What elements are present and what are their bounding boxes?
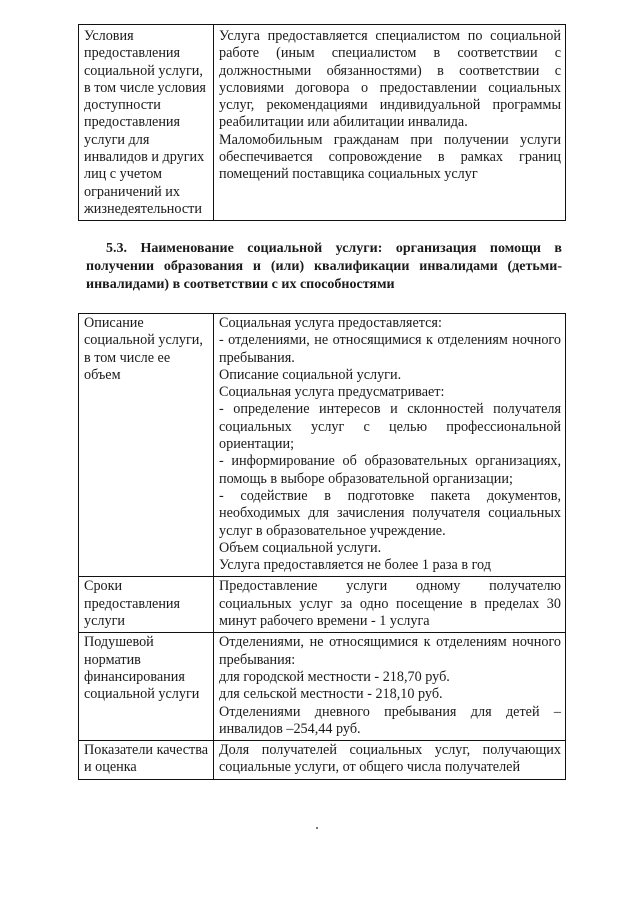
value-line: Социальная услуга предоставляется: (219, 315, 442, 331)
scan-speck (316, 827, 318, 829)
row-label: Показатели качества и оценка (79, 741, 214, 780)
value-line: Услуга предоставляется не более 1 раза в год (219, 557, 491, 574)
value-line: Описание социальной услуги. (219, 366, 402, 383)
table-row (79, 633, 566, 741)
table-row (79, 314, 566, 577)
service-table (78, 313, 566, 780)
value-line: Социальная услуга предусматривает: (219, 384, 445, 401)
row-label: Условия предоставления социальной услуги, в том числе условия доступности предоставления услуги для инвалидов и других лиц с учетом ограничений их жизнедеятельности (79, 25, 214, 221)
value-line: Маломобильным гражданам при получении услуги обеспечивается сопровождение в рамках границ помещений поставщика социальных услуг (219, 131, 561, 183)
row-value (214, 314, 566, 577)
value-line: для сельской местности - 218,10 руб. (219, 686, 443, 703)
row-value (214, 741, 566, 780)
table-row (79, 25, 566, 221)
row-label: Подушевой норматив финансирования социальной услуги (79, 633, 214, 741)
value-line: Объем социальной услуги. (219, 539, 382, 556)
value-line: Отделениями дневного пребывания для детей – инвалидов –254,44 руб. (219, 703, 561, 737)
row-value (214, 633, 566, 741)
table-row (79, 741, 566, 780)
value-line: - информирование об образовательных организациях, помощь в выборе образовательной организации; (219, 453, 561, 487)
conditions-table (78, 24, 566, 221)
row-value (214, 25, 566, 221)
value-line: - содействие в подготовке пакета документов, необходимых для зачисления получателя социальных услуг в образовательное учреждение. (219, 487, 561, 539)
value-line: - определение интересов и склонностей получателя социальных услуг с целью профессиональной ориентации; (219, 401, 561, 453)
value-line: - отделениями, не относящимися к отделениям ночного пребывания. (219, 332, 561, 366)
value-line: Отделениями, не относящимися к отделениям ночного пребывания: (219, 634, 561, 668)
value-line: для городской местности - 218,70 руб. (219, 668, 450, 685)
row-label: Описание социальной услуги, в том числе ее объем (79, 314, 214, 577)
row-label: Сроки предоставления услуги (79, 577, 214, 633)
table-row (79, 577, 566, 633)
row-value (214, 577, 566, 633)
value-line: Предоставление услуги одному получателю социальных услуг за одно посещение в пределах 30 минут рабочего времени - 1 услуга (219, 578, 561, 630)
value-line: Услуга предоставляется специалистом по социальной работе (иным специалистом в соответствии с должностными обязанностями) в соответствии с условиями договора о предоставлении социальных услуг, рекомендациями индивидуальной программы реабилитации или абилитации инвалида. (219, 28, 561, 131)
section-heading: 5.3. Наименование социальной услуги: организация помощи в получении образования и (или) квалификации инвалидами (детьми-инвалидами) в соответствии с их способностями (86, 241, 562, 292)
value-line: Доля получателей социальных услуг, получающих социальные услуги, от общего числа получателей (219, 742, 561, 776)
